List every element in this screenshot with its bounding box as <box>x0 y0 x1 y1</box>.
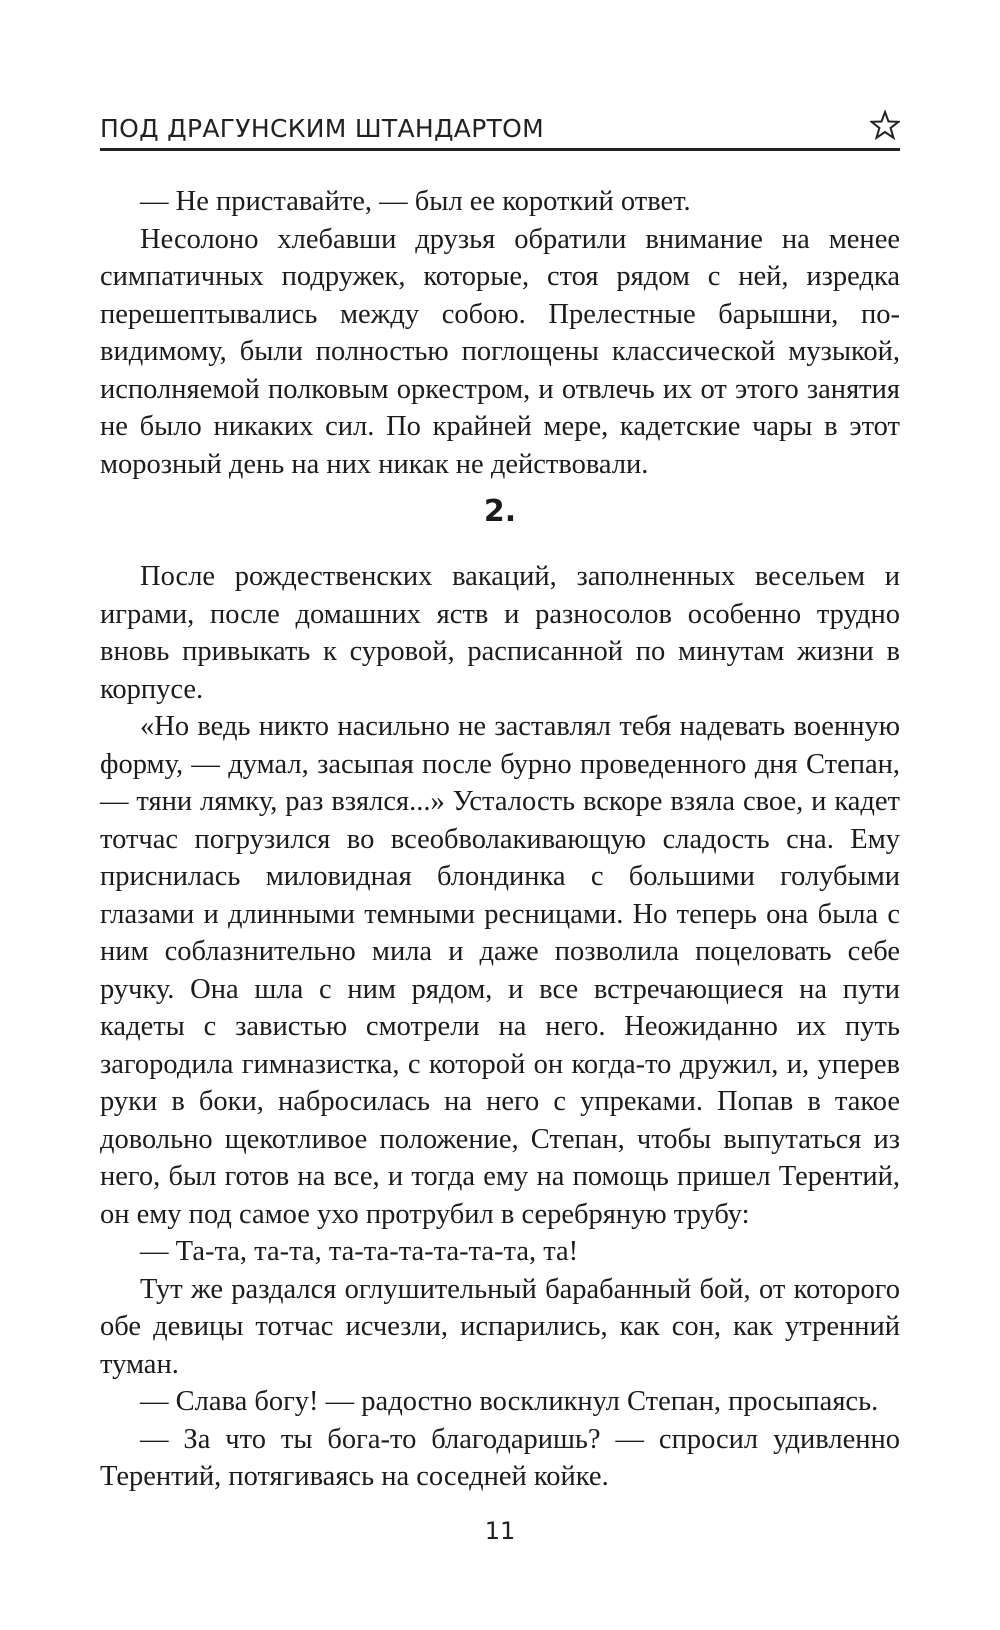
paragraph: Несолоно хлебавши друзья обратили внимание на менее симпатичных подружек, которые, стоя рядом с ней, изредка перешептывались между собою. Прелестные барышни, по-видимому, были полностью поглощены классической музыкой, исполняемой полковым оркестром, и отвлечь их от этого занятия не было никаких сил. По крайней мере, кадетские чары в этот морозный день на них никак не действовали. <box>100 223 900 480</box>
paragraph: После рождественских вакаций, заполненных весельем и играми, после домашних яств и разносолов особенно трудно вновь привыкать к суровой, расписанной по минутам жизни в корпусе. <box>100 561 900 705</box>
running-title: ПОД ДРАГУНСКИМ ШТАНДАРТОМ <box>100 114 544 143</box>
paragraph: — Та-та, та-та, та-та-та-та-та-та, та! <box>140 1236 579 1267</box>
star-icon <box>870 110 900 140</box>
paragraph: — За что ты бога-то благодаришь? — спросил удивленно Терентий, потягиваясь на соседней койке. <box>100 1423 900 1492</box>
running-head <box>100 108 900 148</box>
text-block-1 <box>100 183 900 483</box>
header-rule <box>100 148 900 151</box>
paragraph: — Слава богу! — радостно воскликнул Степан, просыпаясь. <box>140 1386 879 1417</box>
page-number: 11 <box>484 1517 516 1545</box>
chapter-number: 2. <box>483 494 517 529</box>
paragraph: — Не приставайте, — был ее короткий ответ. <box>140 186 691 217</box>
text-block-2 <box>100 558 900 1496</box>
paragraph: Тут же раздался оглушительный барабанный бой, от которого обе девицы тотчас исчезли, испарились, как сон, как утренний туман. <box>100 1273 900 1380</box>
paragraph: «Но ведь никто насильно не заставлял тебя надевать военную форму, — думал, засыпая после бурно проведенного дня Степан, — тяни лямку, раз взялся...» Усталость вскоре взяла свое, и кадет тотчас погрузился во всеобволакивающую сладость сна. Ему приснилась миловидная блондинка с большими голубыми глазами и длинными темными ресницами. Но теперь она была с ним соблазнительно мила и даже позволила поцеловать себе ручку. Она шла с ним рядом, и все встречающиеся на пути кадеты с завистью смотрели на него. Неожиданно их путь загородила гимназистка, с которой он когда-то дружил, и, уперев руки в боки, набросилась на него с упреками. Попав в такое довольно щекотливое положение, Степан, чтобы выпутаться из него, был готов на все, и тогда ему на помощь пришел Терентий, он ему под самое ухо протрубил в серебряную трубу: <box>100 711 900 1230</box>
book-page <box>100 0 900 1630</box>
